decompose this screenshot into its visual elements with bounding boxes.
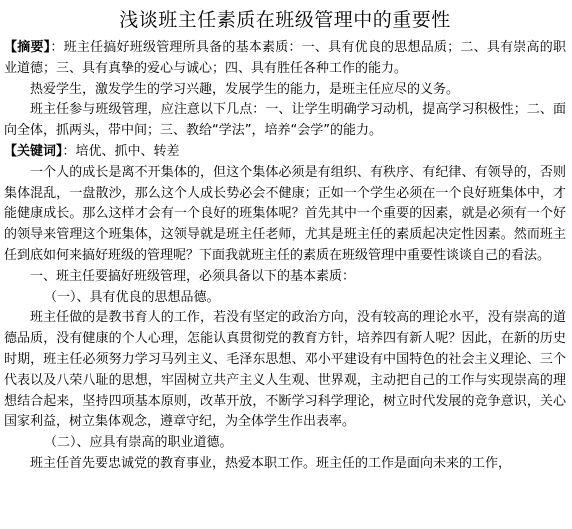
- abstract-label: 【摘要】: [4, 40, 51, 55]
- abstract-paragraph-2: 热爱学生，激发学生的学习兴趣，发展学生的能力，是班主任应尽的义务。: [30, 81, 460, 97]
- subsection-1-paragraph: 班主任做的是教书育人的工作，若没有坚定的政治方向，没有较高的理论水平，没有崇高的道德品质，没有健康的个人心理，怎能认真贯彻党的教育方针，培养四有新人呢？因此，在新的历史时期，班主任必须努力学习马列主义、毛泽东思想、邓小平建设有中国特色的社会主义理论、三个代表以及八荣八耻的思想，牢固树立共产主义人生观、世界观，主动把自己的工作与实现崇高的理想结合起来，坚持四项基本原则，改革开放，不断学习科学理论，树立时代发展的竞争意识，关心国家利益，树立集体观念，遵章守纪，为全体学生作出表率。: [4, 310, 566, 430]
- keywords-paragraph: [4, 142, 566, 163]
- keywords-label: 【关键词】: [4, 143, 63, 159]
- abstract-paragraph: [4, 38, 566, 80]
- intro-paragraph: 一个人的成长是离不开集体的，但这个集体必须是有组织、有秩序、有纪律、有领导的，否则集体混乱，一盘散沙，那么这个人成长势必会不健康；正如一个学生必须在一个良好班集体中，才能健康成长。那么这样才会有一个良好的班集体呢？首先其中一个重要的因素，就是必须有一个好的领导来管理这个班集体，这领导就是班主任老师，尤其是班主任的素质起决定性因素。然而班主任到底如何来搞好班级的管理呢？下面我就班主任的素质在班级管理中重要性谈谈自己的看法。: [4, 164, 566, 263]
- document-title: 浅谈班主任素质在班级管理中的重要性: [119, 9, 451, 31]
- keywords-text: ：培优、抓中、转差: [62, 143, 180, 159]
- abstract-text: ：班主任搞好班级管理所具备的基本素质：一、具有优良的思想品质；二、具有崇高的职业道德；三、具有真挚的爱心与诚心；四、具有胜任各种工作的能力。: [4, 40, 566, 76]
- abstract-paragraph-3: 班主任参与班级管理，应注意以下几点：一、让学生明确学习动机，提高学习积极性；二、面向全体，抓两头，带中间；三、教给“学法”，培养“会学”的能力。: [4, 102, 566, 139]
- section-1-heading: 一、班主任要搞好班级管理，必须具备以下的基本素质：: [30, 268, 356, 284]
- document-body: [4, 38, 566, 475]
- subsection-1-heading: （一）、具有优良的思想品德。: [44, 289, 220, 305]
- subsection-2-paragraph: 班主任首先要忠诚党的教育事业，热爱本职工作。班主任的工作是面向未来的工作，: [30, 455, 512, 471]
- subsection-2-heading: （二）、应具有崇高的职业道德。: [44, 435, 233, 451]
